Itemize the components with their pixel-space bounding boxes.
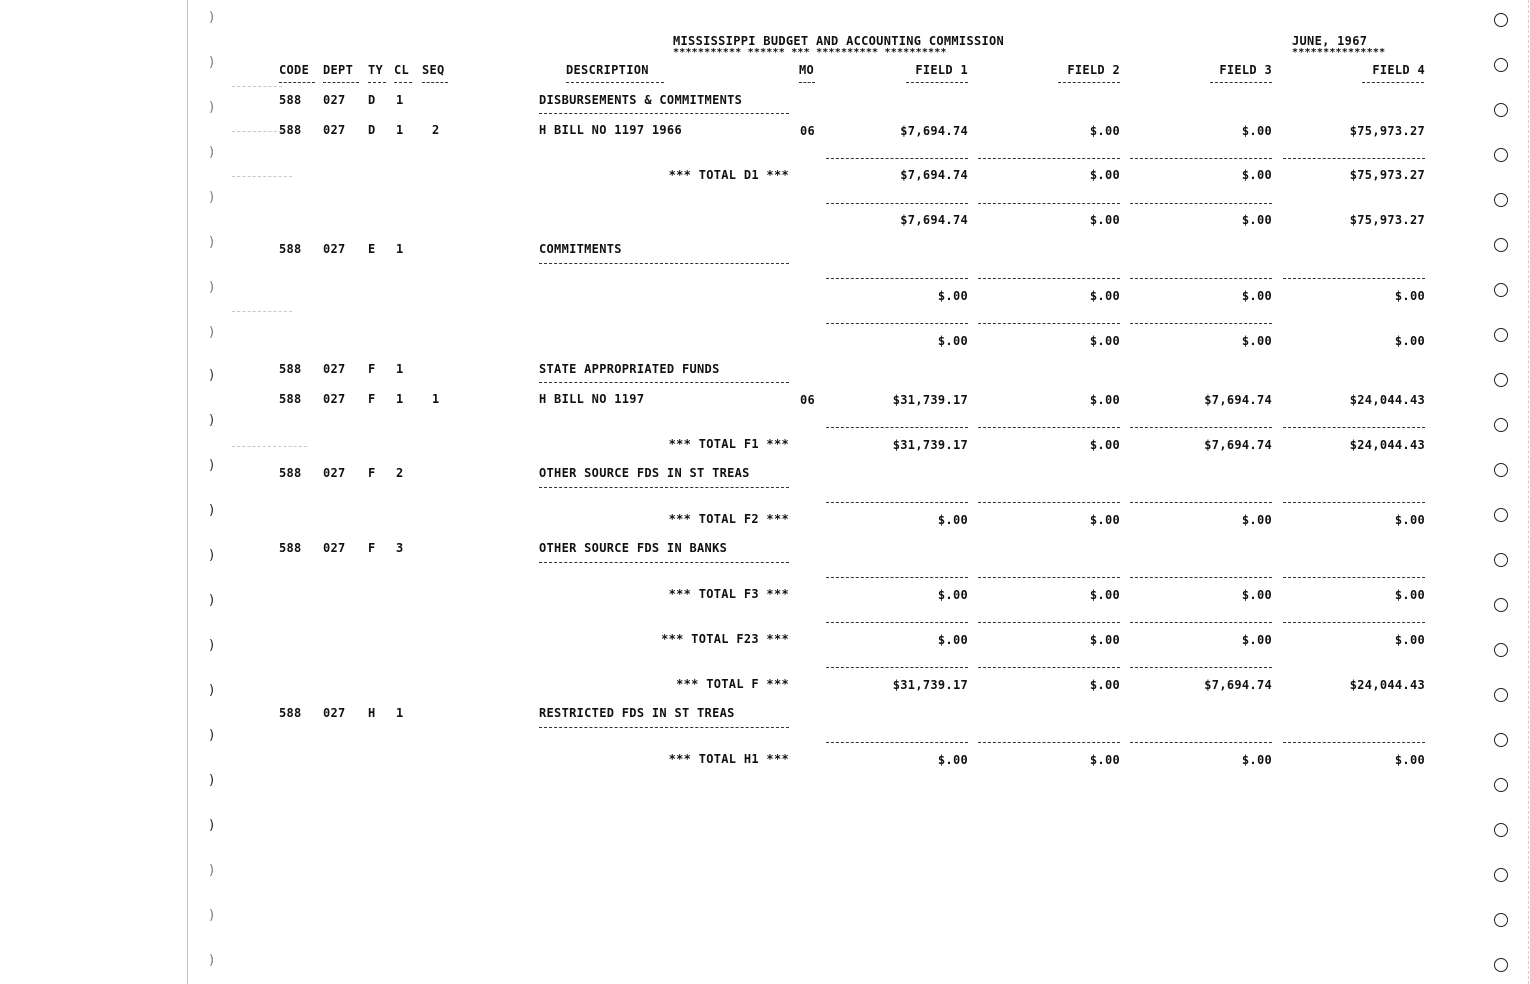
- field4-cell: $.00: [1394, 588, 1425, 602]
- margin-mark: ): [209, 953, 215, 968]
- field2-cell: $.00: [1089, 168, 1120, 182]
- ty-cell: D: [368, 123, 376, 137]
- date-underline-stars: ***************: [1292, 47, 1386, 58]
- field2-cell: $.00: [1089, 289, 1120, 303]
- feed-hole: [1494, 373, 1508, 387]
- mo-cell: 06: [800, 124, 816, 138]
- description-cell: COMMITMENTS: [539, 242, 622, 256]
- margin-mark: ): [209, 235, 215, 250]
- feed-hole: [1494, 103, 1508, 117]
- field1-cell: $.00: [937, 633, 968, 647]
- separator-line: [826, 278, 968, 279]
- feed-hole: [1494, 643, 1508, 657]
- margin-mark: ): [209, 100, 215, 115]
- separator-line: [826, 622, 968, 623]
- separator-line: [826, 158, 968, 159]
- header-underline: [1362, 82, 1424, 83]
- field4-cell: $24,044.43: [1349, 678, 1425, 692]
- separator-line: [978, 577, 1120, 578]
- separator-line: [1283, 577, 1425, 578]
- carbon-guide-line: [232, 131, 282, 132]
- description-cell: OTHER SOURCE FDS IN BANKS: [539, 541, 728, 555]
- ty-cell: F: [368, 392, 376, 406]
- feed-hole: [1494, 733, 1508, 747]
- field2-cell: $.00: [1089, 124, 1120, 138]
- dept-cell: 027: [323, 541, 346, 555]
- separator-line: [978, 667, 1120, 668]
- field2-cell: $.00: [1089, 213, 1120, 227]
- col-ty: TY: [368, 63, 384, 77]
- separator-line: [826, 427, 968, 428]
- code-cell: 588: [279, 466, 302, 480]
- margin-mark: ): [209, 863, 215, 878]
- margin-mark: ): [209, 280, 215, 295]
- description-cell: H BILL NO 1197: [539, 392, 645, 406]
- separator-line: [826, 323, 968, 324]
- field4-cell: $.00: [1394, 513, 1425, 527]
- field1-cell: $.00: [937, 753, 968, 767]
- ty-cell: F: [368, 362, 376, 376]
- feed-hole: [1494, 553, 1508, 567]
- field2-cell: $.00: [1089, 438, 1120, 452]
- separator-line: [1283, 742, 1425, 743]
- field4-cell: $.00: [1394, 289, 1425, 303]
- col-seq: SEQ: [422, 63, 445, 77]
- field3-cell: $.00: [1241, 168, 1272, 182]
- margin-mark: ): [209, 190, 215, 205]
- feed-hole: [1494, 823, 1508, 837]
- field4-cell: $75,973.27: [1349, 213, 1425, 227]
- field3-cell: $.00: [1241, 124, 1272, 138]
- dept-cell: 027: [323, 706, 346, 720]
- field3-cell: $.00: [1241, 289, 1272, 303]
- feed-hole: [1494, 958, 1508, 972]
- feed-hole: [1494, 193, 1508, 207]
- margin-mark: ): [209, 908, 215, 923]
- separator-line: [978, 622, 1120, 623]
- feed-hole: [1494, 868, 1508, 882]
- field4-cell: $.00: [1394, 334, 1425, 348]
- cl-cell: 1: [396, 706, 404, 720]
- separator-line: [978, 742, 1120, 743]
- dept-cell: 027: [323, 123, 346, 137]
- cl-cell: 1: [396, 93, 404, 107]
- field2-cell: $.00: [1089, 334, 1120, 348]
- description-cell: H BILL NO 1197 1966: [539, 123, 682, 137]
- feed-hole: [1494, 778, 1508, 792]
- feed-hole: [1494, 283, 1508, 297]
- total-label: *** TOTAL F1 ***: [668, 437, 789, 451]
- margin-mark: ): [209, 10, 215, 25]
- separator-line: [1130, 577, 1272, 578]
- separator-line: [1130, 278, 1272, 279]
- dept-cell: 027: [323, 242, 346, 256]
- margin-mark: ): [209, 368, 215, 383]
- code-cell: 588: [279, 541, 302, 555]
- separator-line: [826, 502, 968, 503]
- field1-cell: $.00: [937, 334, 968, 348]
- feed-hole: [1494, 688, 1508, 702]
- field2-cell: $.00: [1089, 678, 1120, 692]
- feed-hole: [1494, 418, 1508, 432]
- description-cell: OTHER SOURCE FDS IN ST TREAS: [539, 466, 750, 480]
- separator-line: [978, 278, 1120, 279]
- carbon-guide-line: [232, 446, 307, 447]
- col-code: CODE: [279, 63, 310, 77]
- margin-mark: ): [209, 55, 215, 70]
- separator-line: [826, 577, 968, 578]
- separator-line: [978, 203, 1120, 204]
- dept-cell: 027: [323, 392, 346, 406]
- header-underline: [323, 82, 359, 83]
- separator-line: [1130, 427, 1272, 428]
- separator-line: [1283, 427, 1425, 428]
- separator-line: [1130, 622, 1272, 623]
- total-label: *** TOTAL F2 ***: [668, 512, 789, 526]
- separator-line: [1283, 158, 1425, 159]
- description-underline: [539, 487, 789, 488]
- separator-line: [1283, 278, 1425, 279]
- field1-cell: $7,694.74: [900, 213, 968, 227]
- feed-hole: [1494, 463, 1508, 477]
- dept-cell: 027: [323, 466, 346, 480]
- col-field3: FIELD 3: [1219, 63, 1272, 77]
- field3-cell: $.00: [1241, 633, 1272, 647]
- dept-cell: 027: [323, 362, 346, 376]
- report-date: JUNE, 1967: [1292, 34, 1368, 48]
- cl-cell: 1: [396, 242, 404, 256]
- feed-hole: [1494, 328, 1508, 342]
- header-underline: [422, 82, 448, 83]
- field1-cell: $31,739.17: [892, 438, 968, 452]
- field1-cell: $7,694.74: [900, 124, 968, 138]
- margin-mark: ): [209, 145, 215, 160]
- col-field2: FIELD 2: [1067, 63, 1120, 77]
- field2-cell: $.00: [1089, 513, 1120, 527]
- code-cell: 588: [279, 123, 302, 137]
- header-underline: [799, 82, 815, 83]
- header-underline: [566, 82, 664, 83]
- ty-cell: H: [368, 706, 376, 720]
- field1-cell: $.00: [937, 289, 968, 303]
- description-cell: STATE APPROPRIATED FUNDS: [539, 362, 720, 376]
- description-underline: [539, 113, 789, 114]
- field4-cell: $.00: [1394, 753, 1425, 767]
- feed-hole: [1494, 508, 1508, 522]
- cl-cell: 3: [396, 541, 404, 555]
- field2-cell: $.00: [1089, 588, 1120, 602]
- mo-cell: 06: [800, 393, 816, 407]
- report-title: MISSISSIPPI BUDGET AND ACCOUNTING COMMISSION: [673, 34, 1005, 48]
- header-underline: [1058, 82, 1120, 83]
- separator-line: [1130, 742, 1272, 743]
- field3-cell: $7,694.74: [1204, 393, 1272, 407]
- total-label: *** TOTAL D1 ***: [668, 168, 789, 182]
- seq-cell: 1: [432, 392, 440, 406]
- ty-cell: F: [368, 541, 376, 555]
- separator-line: [1283, 622, 1425, 623]
- description-underline: [539, 727, 789, 728]
- separator-line: [1130, 502, 1272, 503]
- field3-cell: $.00: [1241, 753, 1272, 767]
- margin-mark: ): [209, 593, 215, 608]
- field1-cell: $31,739.17: [892, 393, 968, 407]
- field3-cell: $7,694.74: [1204, 678, 1272, 692]
- carbon-guide-line: [232, 311, 292, 312]
- field2-cell: $.00: [1089, 393, 1120, 407]
- code-cell: 588: [279, 93, 302, 107]
- col-field4: FIELD 4: [1372, 63, 1425, 77]
- field3-cell: $.00: [1241, 513, 1272, 527]
- perforation-line: [1528, 0, 1529, 984]
- feed-hole: [1494, 913, 1508, 927]
- seq-cell: 2: [432, 123, 440, 137]
- separator-line: [826, 203, 968, 204]
- cl-cell: 2: [396, 466, 404, 480]
- separator-line: [826, 742, 968, 743]
- code-cell: 588: [279, 242, 302, 256]
- margin-mark: ): [209, 683, 215, 698]
- description-cell: DISBURSEMENTS & COMMITMENTS: [539, 93, 743, 107]
- separator-line: [1130, 323, 1272, 324]
- cl-cell: 1: [396, 123, 404, 137]
- separator-line: [978, 323, 1120, 324]
- separator-line: [978, 427, 1120, 428]
- field4-cell: $24,044.43: [1349, 393, 1425, 407]
- margin-mark: ): [209, 638, 215, 653]
- title-underline-stars: *********** ****** *** ********** **********: [673, 47, 947, 58]
- margin-mark: ): [209, 548, 215, 563]
- page-left-edge: [187, 0, 188, 984]
- header-underline: [906, 82, 968, 83]
- description-underline: [539, 263, 789, 264]
- separator-line: [1130, 667, 1272, 668]
- header-underline: [394, 82, 412, 83]
- field3-cell: $7,694.74: [1204, 438, 1272, 452]
- carbon-guide-line: [232, 176, 292, 177]
- margin-mark: ): [209, 728, 215, 743]
- ty-cell: D: [368, 93, 376, 107]
- margin-mark: ): [209, 503, 215, 518]
- col-field1: FIELD 1: [915, 63, 968, 77]
- ty-cell: E: [368, 242, 376, 256]
- field3-cell: $.00: [1241, 213, 1272, 227]
- ty-cell: F: [368, 466, 376, 480]
- cl-cell: 1: [396, 392, 404, 406]
- description-underline: [539, 562, 789, 563]
- description-underline: [539, 382, 789, 383]
- separator-line: [978, 158, 1120, 159]
- field1-cell: $31,739.17: [892, 678, 968, 692]
- header-underline: [279, 82, 315, 83]
- feed-hole: [1494, 58, 1508, 72]
- margin-mark: ): [209, 818, 215, 833]
- field4-cell: $75,973.27: [1349, 168, 1425, 182]
- col-description: DESCRIPTION: [566, 63, 649, 77]
- feed-hole: [1494, 238, 1508, 252]
- feed-hole: [1494, 148, 1508, 162]
- field1-cell: $7,694.74: [900, 168, 968, 182]
- carbon-guide-line: [232, 86, 282, 87]
- field1-cell: $.00: [937, 513, 968, 527]
- separator-line: [826, 667, 968, 668]
- header-underline: [1210, 82, 1272, 83]
- header-underline: [368, 82, 386, 83]
- separator-line: [1130, 158, 1272, 159]
- margin-mark: ): [209, 458, 215, 473]
- code-cell: 588: [279, 392, 302, 406]
- field3-cell: $.00: [1241, 334, 1272, 348]
- total-label: *** TOTAL H1 ***: [668, 752, 789, 766]
- dept-cell: 027: [323, 93, 346, 107]
- field4-cell: $24,044.43: [1349, 438, 1425, 452]
- feed-hole: [1494, 598, 1508, 612]
- field2-cell: $.00: [1089, 753, 1120, 767]
- margin-mark: ): [209, 325, 215, 340]
- margin-mark: ): [209, 773, 215, 788]
- field4-cell: $.00: [1394, 633, 1425, 647]
- col-mo: MO: [799, 63, 815, 77]
- separator-line: [978, 502, 1120, 503]
- field4-cell: $75,973.27: [1349, 124, 1425, 138]
- code-cell: 588: [279, 706, 302, 720]
- feed-hole: [1494, 13, 1508, 27]
- separator-line: [1283, 502, 1425, 503]
- field2-cell: $.00: [1089, 633, 1120, 647]
- cl-cell: 1: [396, 362, 404, 376]
- field1-cell: $.00: [937, 588, 968, 602]
- total-label: *** TOTAL F23 ***: [661, 632, 789, 646]
- total-label: *** TOTAL F ***: [676, 677, 789, 691]
- description-cell: RESTRICTED FDS IN ST TREAS: [539, 706, 735, 720]
- col-cl: CL: [394, 63, 410, 77]
- margin-mark: ): [209, 413, 215, 428]
- field3-cell: $.00: [1241, 588, 1272, 602]
- code-cell: 588: [279, 362, 302, 376]
- separator-line: [1130, 203, 1272, 204]
- col-dept: DEPT: [323, 63, 354, 77]
- total-label: *** TOTAL F3 ***: [668, 587, 789, 601]
